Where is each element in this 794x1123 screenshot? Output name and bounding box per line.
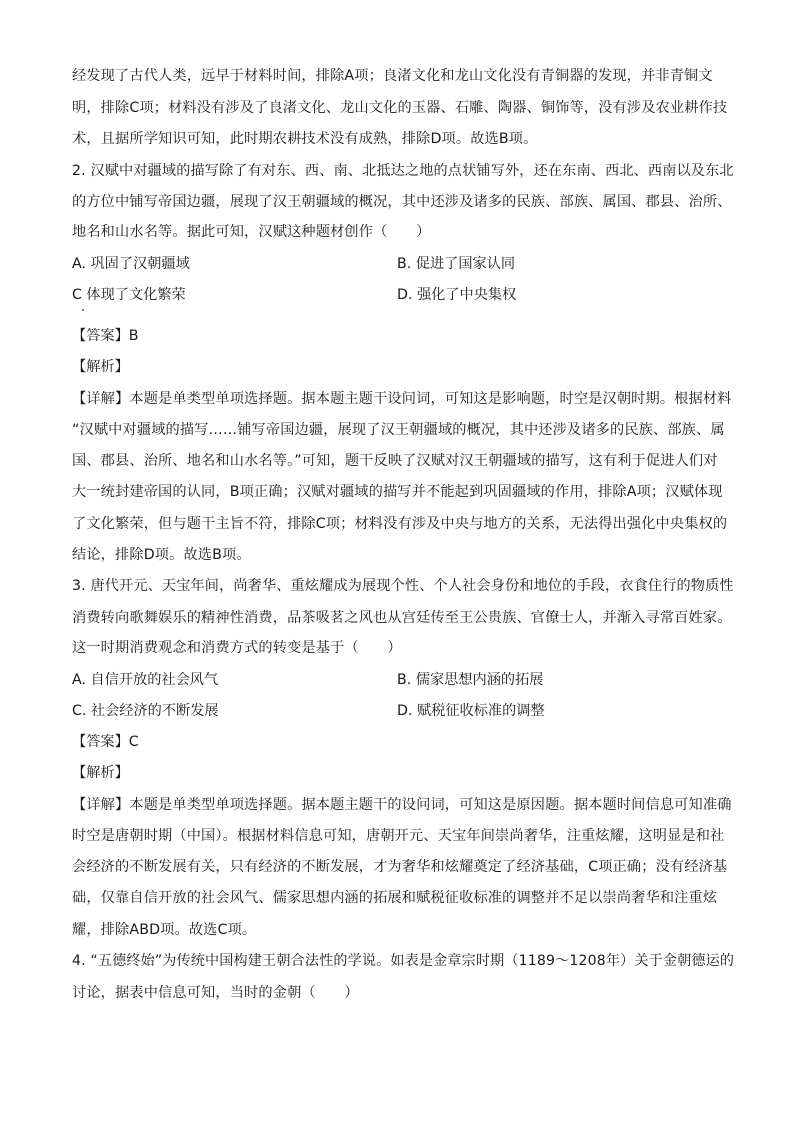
- q3-stem-line-2: 消费转向歌舞娱乐的精神性消费，品茶吸茗之风也从宫廷传至王公贵族、官僚士人，并渐入寻常百姓家。: [72, 610, 732, 626]
- q2-option-c: C 体现了文化繁荣: [72, 287, 186, 303]
- q2-stem-line-1: 2. 汉赋中对疆域的描写除了有对东、西、南、北抵达之地的点状铺写外，还在东南、西北、西南以及东北: [72, 163, 734, 179]
- q3-detail-line-1: 【详解】本题是单类型单项选择题。据本题主题干的设问词，可知这是原因题。据本题时间信息可知准确: [72, 797, 732, 813]
- q2-detail-line-2: “汉赋中对疆域的描写……铺写帝国边疆，展现了汉王朝疆域的概况，其中还涉及诸多的民族、部族、属: [72, 422, 725, 438]
- q3-detail-line-2: 时空是唐朝时期（中国）。根据材料信息可知，唐朝开元、天宝年间崇尚奢华，注重炫耀，这明显是和社: [72, 828, 725, 844]
- q2-stem-line-2: 的方位中铺写帝国边疆，展现了汉王朝疆域的概况，其中还涉及诸多的民族、部族、属国、郡县、治所、: [72, 194, 732, 210]
- q2-option-b: B. 促进了国家认同: [397, 256, 516, 272]
- q2-detail-line-5: 了文化繁荣，但与题干主旨不符，排除C项；材料没有涉及中央与地方的关系，无法得出强化中央集权的: [72, 516, 728, 532]
- q4-stem-line-1: 4. “五德终始”为传统中国构建王朝合法性的学说。如表是金章宗时期（1189～1208年）关于金朝德运的: [72, 953, 735, 969]
- q3-option-b: B. 儒家思想内涵的拓展: [397, 672, 544, 688]
- q2-option-d: D. 强化了中央集权: [397, 287, 517, 303]
- q1-explanation-line-2: 明，排除C项；材料没有涉及了良渚文化、龙山文化的玉器、石雕、陶器、铜饰等，没有涉及农业耕作技: [72, 100, 728, 116]
- stray-mark: [82, 309, 84, 311]
- q3-option-c: C. 社会经济的不断发展: [72, 703, 219, 719]
- q1-explanation-line-3: 术，且据所学知识可知，此时期农耕技术没有成熟，排除D项。故选B项。: [72, 131, 538, 147]
- q2-detail-line-4: 大一统封建帝国的认同，B项正确；汉赋对疆域的描写并不能起到巩固疆域的作用，排除A项；汉赋体现: [72, 484, 723, 500]
- q3-detail-line-5: 耀，排除ABD项。故选C项。: [72, 922, 257, 938]
- q3-option-a: A. 自信开放的社会风气: [72, 672, 219, 688]
- q2-detail-line-6: 结论，排除D项。故选B项。: [72, 547, 251, 563]
- q3-analysis-label: 【解析】: [72, 765, 129, 781]
- q2-analysis-label: 【解析】: [72, 359, 129, 375]
- q3-detail-line-4: 础，仅靠自信开放的社会风气、儒家思想内涵的拓展和赋税征收标准的调整并不足以崇尚奢华和注重炫: [72, 890, 718, 906]
- q3-detail-line-3: 会经济的不断发展有关，只有经济的不断发展，才为奢华和炫耀奠定了经济基础，C项正确；没有经济基: [72, 859, 728, 875]
- q1-explanation-line-1: 经发现了古代人类，远早于材料时间，排除A项；良渚文化和龙山文化没有青铜器的发现，并非青铜文: [72, 68, 713, 84]
- q2-detail-line-3: 国、郡县、治所、地名和山水名等。”可知，题干反映了汉赋对汉王朝疆域的描写，这有利于促进人们对: [72, 453, 718, 469]
- q3-option-d: D. 赋税征收标准的调整: [397, 703, 545, 719]
- q3-stem-line-3: 这一时期消费观念和消费方式的转变是基于（ ）: [72, 640, 402, 656]
- q2-detail-line-1: 【详解】本题是单类型单项选择题。据本题主题干设问词，可知这是影响题，时空是汉朝时期。根据材料: [72, 391, 732, 407]
- q2-answer: 【答案】B: [72, 328, 139, 344]
- q4-stem-line-2: 讨论，据表中信息可知，当时的金朝（ ）: [72, 985, 359, 1001]
- q3-stem-line-1: 3. 唐代开元、天宝年间，尚奢华、重炫耀成为展现个性、个人社会身份和地位的手段，衣食住行的物质性: [72, 578, 734, 594]
- q3-answer: 【答案】C: [72, 734, 139, 750]
- q2-option-a: A. 巩固了汉朝疆域: [72, 256, 190, 272]
- q2-stem-line-3: 地名和山水名等。据此可知，汉赋这种题材创作（ ）: [72, 224, 431, 240]
